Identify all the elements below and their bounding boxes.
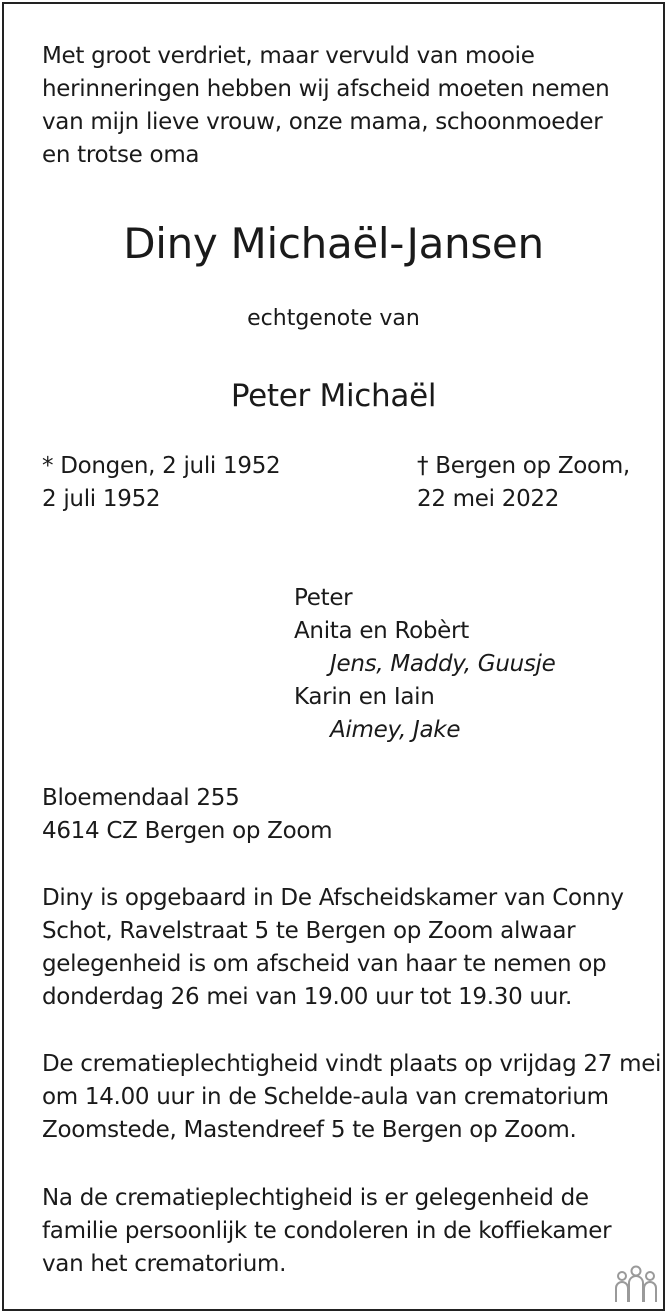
family-figures-icon xyxy=(614,1262,658,1306)
address-line: 4614 CZ Bergen op Zoom xyxy=(42,818,333,844)
obituary-card xyxy=(2,2,665,1311)
deceased-name: Diny Michaël-Jansen xyxy=(123,219,544,268)
spouse-name: Peter Michaël xyxy=(230,378,437,414)
family-grandchildren: Jens, Maddy, Guusje xyxy=(330,651,556,677)
intro-line: Met groot verdriet, maar vervuld van mooie xyxy=(42,43,535,69)
condolences-line: familie persoonlijk te condoleren in de koffiekamer xyxy=(42,1218,612,1244)
viewing-line: Diny is opgebaard in De Afscheidskamer van Conny xyxy=(42,885,624,911)
viewing-line: gelegenheid is om afscheid van haar te nemen op xyxy=(42,951,607,977)
intro-line: van mijn lieve vrouw, onze mama, schoonmoeder xyxy=(42,109,603,135)
family-grandchildren: Aimey, Jake xyxy=(330,717,461,743)
ceremony-line: Zoomstede, Mastendreef 5 te Bergen op Zoom. xyxy=(42,1117,577,1143)
viewing-line: donderdag 26 mei van 19.00 uur tot 19.30 uur. xyxy=(42,984,573,1010)
address-line: Bloemendaal 255 xyxy=(42,785,240,811)
condolences-paragraph xyxy=(42,1182,611,1281)
family-child: Karin en Iain xyxy=(294,684,435,710)
condolences-line: Na de crematieplechtigheid is er gelegenheid de xyxy=(42,1185,589,1211)
viewing-line: Schot, Ravelstraat 5 te Bergen op Zoom alwaar xyxy=(42,918,576,944)
ceremony-paragraph xyxy=(42,1048,661,1147)
intro-line: en trotse oma xyxy=(42,142,200,168)
family-child: Anita en Robèrt xyxy=(294,618,469,644)
birth-info xyxy=(42,450,280,516)
relation-label: echtgenote van xyxy=(247,306,420,331)
ceremony-line: om 14.00 uur in de Schelde-aula van crematorium xyxy=(42,1084,609,1110)
death-line: † Bergen op Zoom, xyxy=(417,453,630,479)
intro-line: herinneringen hebben wij afscheid moeten nemen xyxy=(42,76,610,102)
address-block xyxy=(42,782,332,848)
family-spouse: Peter xyxy=(294,585,353,611)
birth-line: * Dongen, 2 juli 1952 xyxy=(42,453,281,479)
condolences-line: van het crematorium. xyxy=(42,1251,287,1277)
intro-text xyxy=(42,40,609,172)
birth-line: 2 juli 1952 xyxy=(42,486,161,512)
viewing-paragraph xyxy=(42,882,624,1014)
family-list xyxy=(294,582,556,747)
death-line: 22 mei 2022 xyxy=(417,486,560,512)
ceremony-line: De crematieplechtigheid vindt plaats op vrijdag 27 mei xyxy=(42,1051,662,1077)
death-info xyxy=(417,450,630,516)
